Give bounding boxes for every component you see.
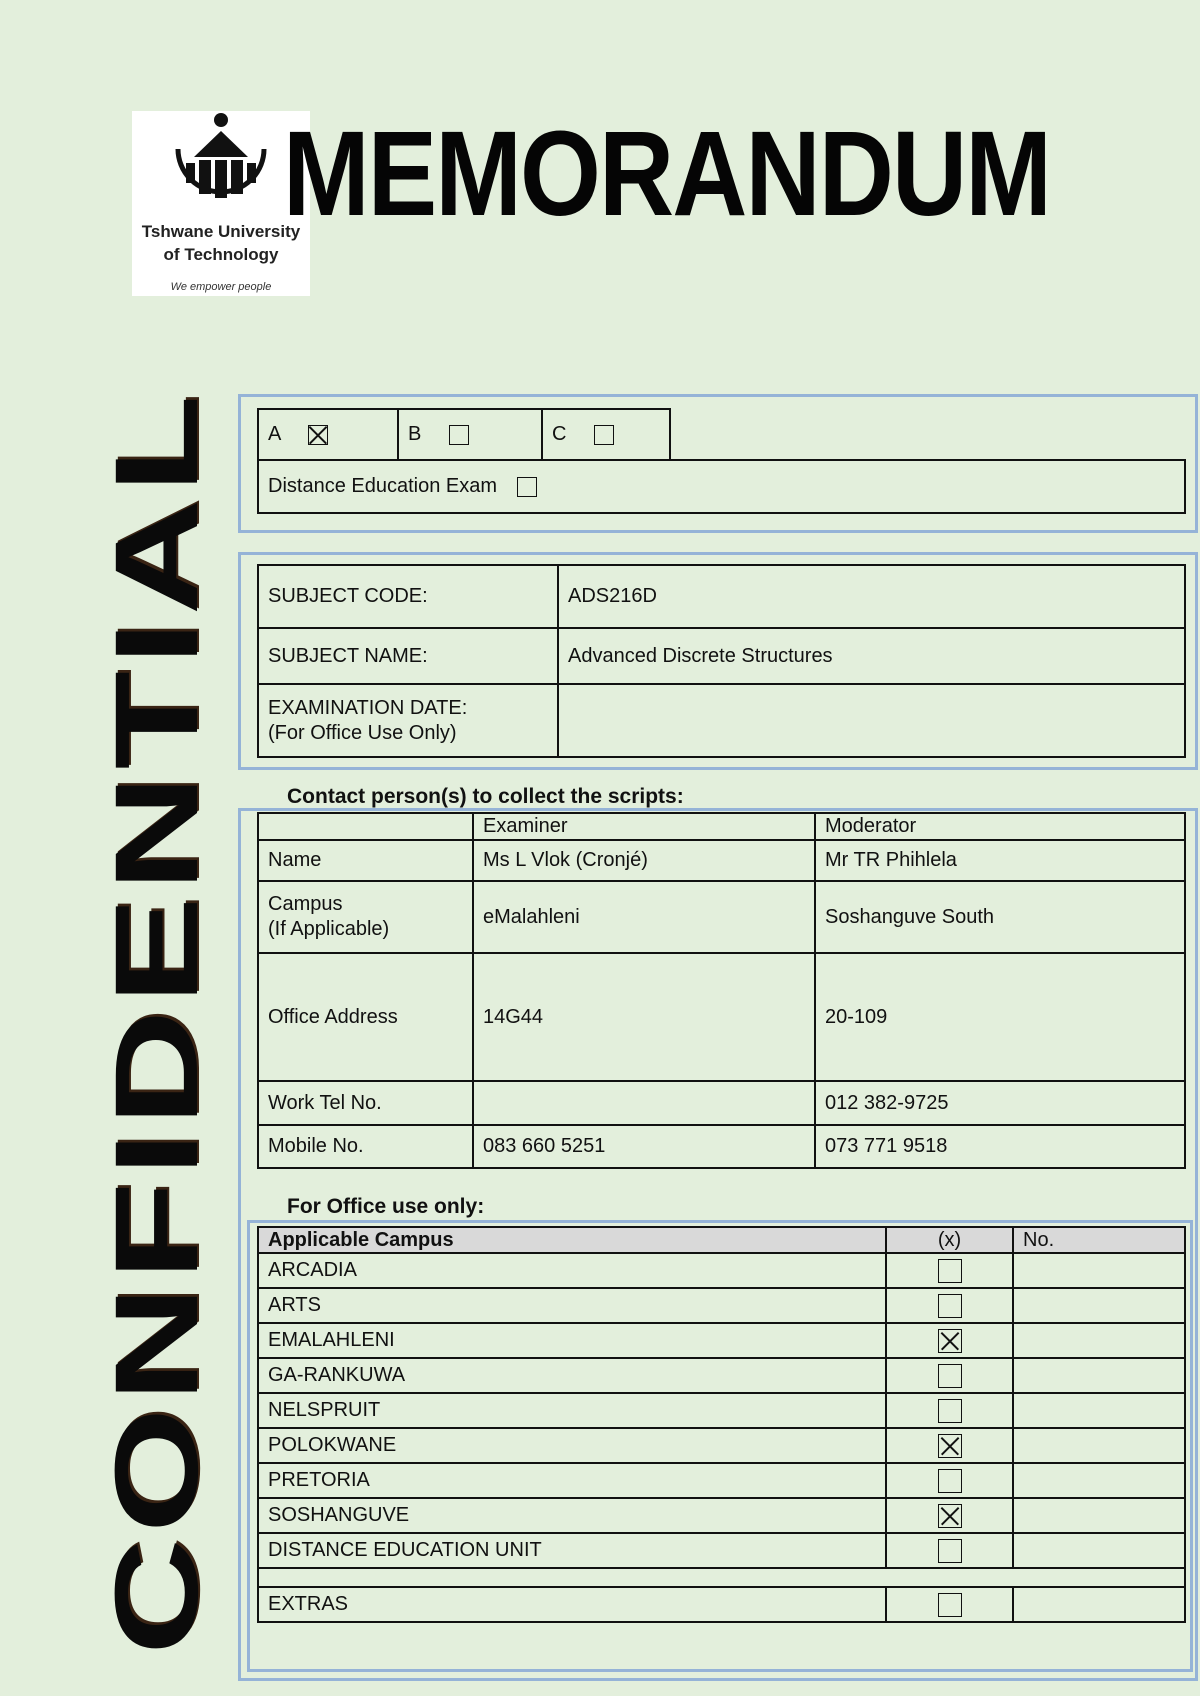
campus-mark-cell [886,1428,1013,1463]
campus-name: EMALAHLENI [258,1323,886,1358]
campus-number-cell[interactable] [1013,1358,1185,1393]
campus-checkbox[interactable] [938,1539,962,1563]
exam-date-label [258,684,558,757]
campus-mark-cell [886,1393,1013,1428]
work-tel-label: Work Tel No. [258,1081,473,1125]
logo-tagline: We empower people [170,281,272,293]
campus-number-cell[interactable] [1013,1323,1185,1358]
campus-mark-cell [886,1323,1013,1358]
empty-cell [670,409,1185,460]
campus-name: DISTANCE EDUCATION UNIT [258,1533,886,1568]
campus-name: GA-RANKUWA [258,1358,886,1393]
option-a-checkbox[interactable] [308,425,328,445]
examiner-campus: eMalahleni [473,881,815,953]
option-b-checkbox[interactable] [449,425,469,445]
campus-checkbox[interactable] [938,1434,962,1458]
campus-row [258,1463,1185,1498]
subject-name-value: Advanced Discrete Structures [558,628,1185,684]
campus-row [258,1428,1185,1463]
logo-line-1: Tshwane University [141,222,301,241]
subject-code-value: ADS216D [558,565,1185,628]
campus-row [258,1323,1185,1358]
campus-label-line-2: (If Applicable) [268,918,390,940]
subject-name-label: SUBJECT NAME: [258,628,558,684]
campus-number-cell[interactable] [1013,1463,1185,1498]
moderator-work-tel: 012 382-9725 [815,1081,1185,1125]
campus-row [258,1498,1185,1533]
office-use-heading: For Office use only: [287,1195,485,1218]
option-c-cell [542,409,670,460]
examiner-name: Ms L Vlok (Cronjé) [473,840,815,881]
campus-checkbox[interactable] [938,1399,962,1423]
campus-mark-cell [886,1463,1013,1498]
exam-date-label-line-2: (For Office Use Only) [268,721,457,744]
paper-options-table [257,408,1186,514]
campus-row [258,1587,1185,1622]
option-a-cell [258,409,398,460]
campus-checkbox[interactable] [938,1259,962,1283]
campus-table [257,1226,1186,1623]
option-b-cell [398,409,542,460]
campus-name: PRETORIA [258,1463,886,1498]
option-c-label: C [552,423,567,445]
spacer-row [258,1568,1185,1587]
campus-number-cell[interactable] [1013,1428,1185,1463]
contact-header-blank [258,813,473,840]
campus-row [258,1358,1185,1393]
campus-number-cell[interactable] [1013,1587,1185,1622]
office-address-label: Office Address [258,953,473,1081]
campus-mark-cell [886,1288,1013,1323]
campus-checkbox[interactable] [938,1593,962,1617]
campus-label-line-1: Campus [268,893,343,915]
examiner-mobile: 083 660 5251 [473,1125,815,1168]
moderator-office: 20-109 [815,953,1185,1081]
campus-mark-cell [886,1253,1013,1288]
moderator-header: Moderator [815,813,1185,840]
campus-name: POLOKWANE [258,1428,886,1463]
campus-checkbox[interactable] [938,1294,962,1318]
moderator-campus: Soshanguve South [815,881,1185,953]
campus-row [258,1253,1185,1288]
mark-header: (x) [886,1227,1013,1253]
distance-exam-cell [258,460,1185,513]
campus-mark-cell [886,1498,1013,1533]
number-header: No. [1013,1227,1185,1253]
campus-row [258,1393,1185,1428]
campus-number-cell[interactable] [1013,1498,1185,1533]
campus-mark-cell [886,1533,1013,1568]
campus-number-cell[interactable] [1013,1533,1185,1568]
campus-checkbox[interactable] [938,1364,962,1388]
distance-exam-checkbox[interactable] [517,477,537,497]
campus-checkbox[interactable] [938,1469,962,1493]
confidential-label: CONFIDENTIAL [91,389,223,1655]
campus-number-cell[interactable] [1013,1288,1185,1323]
campus-name: ARTS [258,1288,886,1323]
campus-row [258,1533,1185,1568]
campus-checkbox[interactable] [938,1329,962,1353]
name-label: Name [258,840,473,881]
moderator-mobile: 073 771 9518 [815,1125,1185,1168]
examiner-work-tel [473,1081,815,1125]
applicable-campus-header: Applicable Campus [258,1227,886,1253]
option-a-label: A [268,423,281,445]
contact-table [257,812,1186,1169]
university-emblem-icon [166,111,276,216]
campus-number-cell[interactable] [1013,1253,1185,1288]
subject-info-table [257,564,1186,758]
campus-label [258,881,473,953]
contact-heading: Contact person(s) to collect the scripts: [287,785,684,808]
logo-line-2: of Technology [163,245,279,264]
exam-date-label-line-1: EXAMINATION DATE: [268,696,468,719]
exam-date-value[interactable] [558,684,1185,757]
subject-code-label: SUBJECT CODE: [258,565,558,628]
examiner-header: Examiner [473,813,815,840]
option-c-checkbox[interactable] [594,425,614,445]
campus-name: NELSPRUIT [258,1393,886,1428]
distance-exam-label: Distance Education Exam [268,475,498,497]
moderator-name: Mr TR Phihlela [815,840,1185,881]
campus-name: ARCADIA [258,1253,886,1288]
campus-row [258,1288,1185,1323]
campus-number-cell[interactable] [1013,1393,1185,1428]
document-title: MEMORANDUM [283,106,1051,242]
option-b-label: B [408,423,422,445]
campus-name: EXTRAS [258,1587,886,1622]
campus-checkbox[interactable] [938,1504,962,1528]
mobile-label: Mobile No. [258,1125,473,1168]
campus-name: SOSHANGUVE [258,1498,886,1533]
spacer-cell [258,1568,1185,1587]
examiner-office: 14G44 [473,953,815,1081]
campus-mark-cell [886,1587,1013,1622]
campus-mark-cell [886,1358,1013,1393]
